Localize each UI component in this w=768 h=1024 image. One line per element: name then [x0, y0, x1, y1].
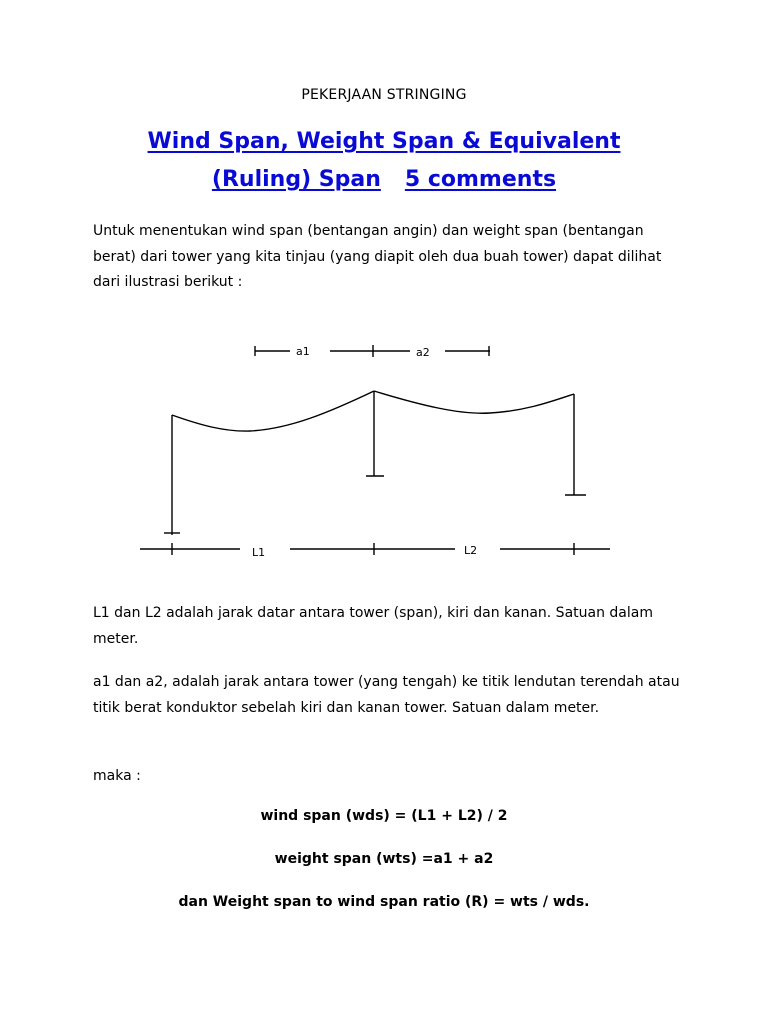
- formula-wind-span: wind span (wds) = (L1 + L2) / 2: [260, 808, 508, 824]
- label-a1: a1: [296, 345, 310, 358]
- maka-text: maka :: [93, 768, 141, 784]
- label-L2: L2: [464, 544, 478, 557]
- label-L1: L1: [252, 546, 266, 559]
- post-title-link-line2[interactable]: (Ruling) Span: [211, 167, 381, 192]
- l-definition-paragraph: L1 dan L2 adalah jarak datar antara tower (span), kiri dan kanan. Satuan dalam meter.: [93, 605, 653, 647]
- section-kicker: PEKERJAAN STRINGING: [301, 87, 467, 103]
- label-a2: a2: [416, 346, 430, 359]
- conductor-left: [172, 391, 374, 431]
- a-definition-paragraph: a1 dan a2, adalah jarak antara tower (yang tengah) ke titik lendutan terendah atau titik berat konduktor sebelah kiri dan kanan tower. Satuan dalam meter.: [93, 674, 680, 716]
- conductor-right: [374, 391, 574, 413]
- comments-link[interactable]: 5 comments: [404, 167, 557, 192]
- intro-paragraph: Untuk menentukan wind span (bentangan angin) dan weight span (bentangan berat) dari tower yang kita tinjau (yang diapit oleh dua buah tower) dapat dilihat dari ilustrasi berikut :: [93, 223, 662, 290]
- formula-weight-span: weight span (wts) =a1 + a2: [274, 851, 494, 867]
- formula-ratio: dan Weight span to wind span ratio (R) = wts / wds.: [178, 894, 590, 910]
- post-title-link-line1[interactable]: Wind Span, Weight Span & Equivalent: [147, 129, 621, 154]
